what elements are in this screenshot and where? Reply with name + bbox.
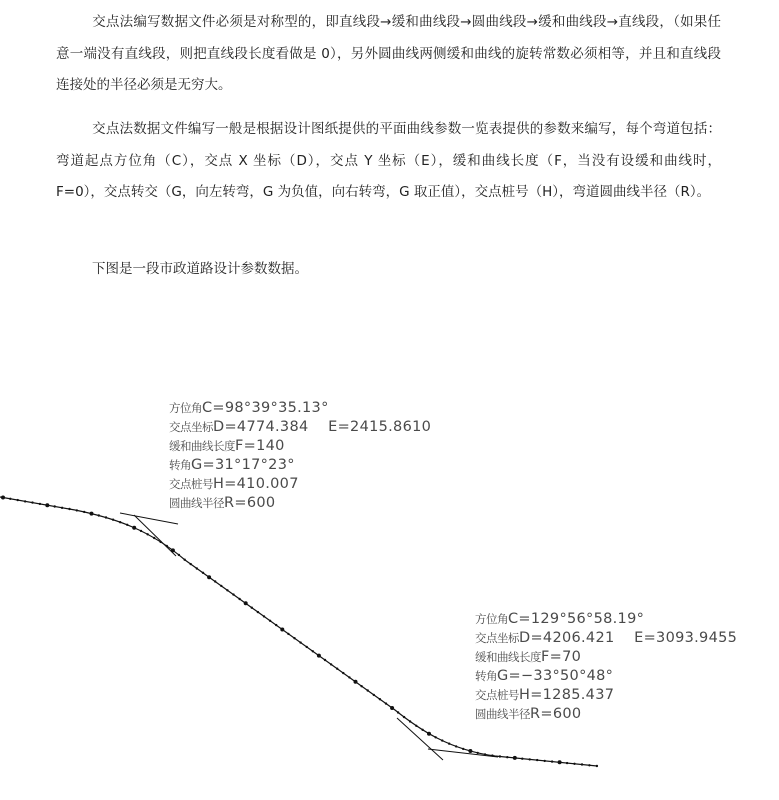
- station-mark: [558, 760, 562, 764]
- station-mark: [280, 628, 284, 632]
- station-mark: [153, 537, 155, 539]
- station-mark: [98, 514, 100, 516]
- station-mark: [83, 511, 85, 513]
- station-mark: [196, 567, 198, 569]
- station-mark: [477, 752, 479, 754]
- station-mark: [24, 500, 26, 502]
- station-mark: [1, 496, 5, 500]
- station-mark: [244, 601, 248, 605]
- station-mark: [31, 501, 33, 503]
- station-mark: [455, 745, 457, 747]
- paragraph-text: 交点法编写数据文件必须是对称型的，即直线段→缓和曲线段→圆曲线段→缓和曲线段→直线段，（如果任意一端没有直线段，则把直线段长度看做是 0），另外圆曲线两侧缓和曲线的旋转常数必须相等，并且和直线段连接处的半径必须是无穷大。: [56, 14, 721, 93]
- station-mark: [202, 572, 204, 574]
- station-mark: [529, 758, 531, 760]
- station-mark: [299, 641, 301, 643]
- station-mark: [415, 725, 417, 727]
- radius-label: 圆曲线半径: [169, 496, 224, 510]
- station-mark: [54, 505, 56, 507]
- station-mark: [390, 706, 394, 710]
- station-mark: [126, 524, 128, 526]
- station-mark: [499, 755, 501, 757]
- station-mark: [484, 753, 486, 755]
- station-mark: [171, 548, 175, 552]
- station-mark: [112, 519, 114, 521]
- turn-angle-value: G=−33°50°48°: [497, 668, 614, 684]
- station-mark: [293, 637, 295, 639]
- station-value: H=410.007: [213, 476, 299, 492]
- station-mark: [409, 720, 411, 722]
- station-mark: [403, 716, 405, 718]
- station-mark: [581, 763, 583, 765]
- azimuth-label: 方位角: [475, 612, 508, 626]
- station-label: 交点桩号: [475, 688, 519, 702]
- station-mark: [287, 633, 289, 635]
- curve-1-turn-angle: [169, 456, 431, 475]
- turn-angle-value: G=31°17°23°: [191, 457, 295, 473]
- station-mark: [462, 748, 464, 750]
- station-mark: [385, 702, 387, 704]
- station-mark: [306, 646, 308, 648]
- station-label: 交点桩号: [169, 477, 213, 491]
- station-mark: [373, 694, 375, 696]
- station-mark: [119, 521, 121, 523]
- station-mark: [536, 759, 538, 761]
- tangent-line-2a: [397, 718, 443, 760]
- station-mark: [263, 615, 265, 617]
- curve-1-spiral-length: [169, 437, 431, 456]
- station-mark: [434, 736, 436, 738]
- station-mark: [348, 676, 350, 678]
- radius-label: 圆曲线半径: [475, 707, 530, 721]
- station-mark: [251, 607, 253, 609]
- coordinates-value: D=4206.421 E=3093.9455: [519, 630, 738, 646]
- curve-2-turn-angle: [475, 667, 737, 686]
- station-mark: [17, 499, 19, 501]
- station-mark: [9, 498, 11, 500]
- station-mark: [596, 765, 598, 767]
- curve-2-coordinates: [475, 629, 737, 648]
- station-mark: [184, 559, 186, 561]
- station-mark: [132, 526, 136, 530]
- station-mark: [360, 685, 362, 687]
- coordinates-label: 交点坐标: [475, 631, 519, 645]
- station-mark: [506, 756, 508, 758]
- station-mark: [312, 650, 314, 652]
- azimuth-label: 方位角: [169, 401, 202, 415]
- paragraph-text: 下图是一段市政道路设计参数数据。: [92, 261, 308, 277]
- station-mark: [342, 672, 344, 674]
- station-mark: [397, 711, 399, 713]
- azimuth-value: C=98°39°35.13°: [202, 400, 329, 416]
- station-mark: [166, 545, 168, 547]
- station-mark: [238, 598, 240, 600]
- tangent-line-1a: [120, 513, 178, 524]
- station-mark: [330, 663, 332, 665]
- station-mark: [226, 589, 228, 591]
- station-mark: [379, 698, 381, 700]
- spiral-length-label: 缓和曲线长度: [475, 650, 541, 664]
- curve-1-coordinates: [169, 418, 431, 437]
- station-mark: [140, 530, 142, 532]
- station-mark: [207, 575, 211, 579]
- station-mark: [232, 593, 234, 595]
- station-mark: [336, 668, 338, 670]
- curve-2-station: [475, 686, 737, 705]
- station-mark: [269, 620, 271, 622]
- station-mark: [214, 580, 216, 582]
- station-mark: [566, 762, 568, 764]
- station-mark: [76, 509, 78, 511]
- curve-1-parameters: [169, 399, 431, 513]
- azimuth-value: C=129°56°58.19°: [508, 611, 645, 627]
- station-mark: [324, 659, 326, 661]
- station-mark: [39, 503, 41, 505]
- station-mark: [521, 758, 523, 760]
- station-mark: [588, 764, 590, 766]
- station-mark: [513, 756, 517, 760]
- radius-value: R=600: [224, 495, 276, 511]
- station-mark: [146, 533, 148, 535]
- station-mark: [275, 624, 277, 626]
- station-mark: [257, 611, 259, 613]
- curve-1-azimuth: [169, 399, 431, 418]
- station-mark: [448, 743, 450, 745]
- station-mark: [90, 512, 94, 516]
- station-mark: [441, 739, 443, 741]
- curve-2-spiral-length: [475, 648, 737, 667]
- station-mark: [354, 680, 358, 684]
- curve-2-radius: [475, 705, 737, 724]
- spiral-length-value: F=140: [235, 438, 285, 454]
- station-mark: [190, 563, 192, 565]
- station-mark: [317, 654, 321, 658]
- station-mark: [178, 554, 180, 556]
- station-mark: [551, 760, 553, 762]
- spiral-length-value: F=70: [541, 649, 582, 665]
- turn-angle-label: 转角: [169, 458, 191, 472]
- station-mark: [61, 507, 63, 509]
- station-mark: [573, 763, 575, 765]
- curve-2-azimuth: [475, 610, 737, 629]
- station-mark: [159, 541, 161, 543]
- coordinates-label: 交点坐标: [169, 420, 213, 434]
- station-value: H=1285.437: [519, 687, 615, 703]
- spiral-length-label: 缓和曲线长度: [169, 439, 235, 453]
- radius-value: R=600: [530, 706, 582, 722]
- curve-1-station: [169, 475, 431, 494]
- paragraph-text: 交点法数据文件编写一般是根据设计图纸提供的平面曲线参数一览表提供的参数来编写，每个弯道包括：弯道起点方位角（C），交点 X 坐标（D），交点 Y 坐标（E），缓和曲线长度（F，当没有设缓和曲线时，F=0），交点转交（G，向左转弯，G 为负值，向右转弯，G 取正值），交点桩号（H），弯道圆曲线半径（R）。: [56, 121, 721, 200]
- station-mark: [105, 516, 107, 518]
- curve-1-radius: [169, 494, 431, 513]
- curve-2-parameters: [475, 610, 737, 724]
- station-mark: [491, 754, 493, 756]
- station-mark: [468, 749, 472, 753]
- tangent-line-1b: [134, 515, 176, 556]
- station-mark: [544, 760, 546, 762]
- turn-angle-label: 转角: [475, 669, 497, 683]
- station-mark: [45, 503, 49, 507]
- station-mark: [220, 585, 222, 587]
- coordinates-value: D=4774.384 E=2415.8610: [213, 419, 432, 435]
- station-mark: [68, 508, 70, 510]
- station-mark: [421, 729, 423, 731]
- station-mark: [367, 689, 369, 691]
- station-mark: [427, 732, 431, 736]
